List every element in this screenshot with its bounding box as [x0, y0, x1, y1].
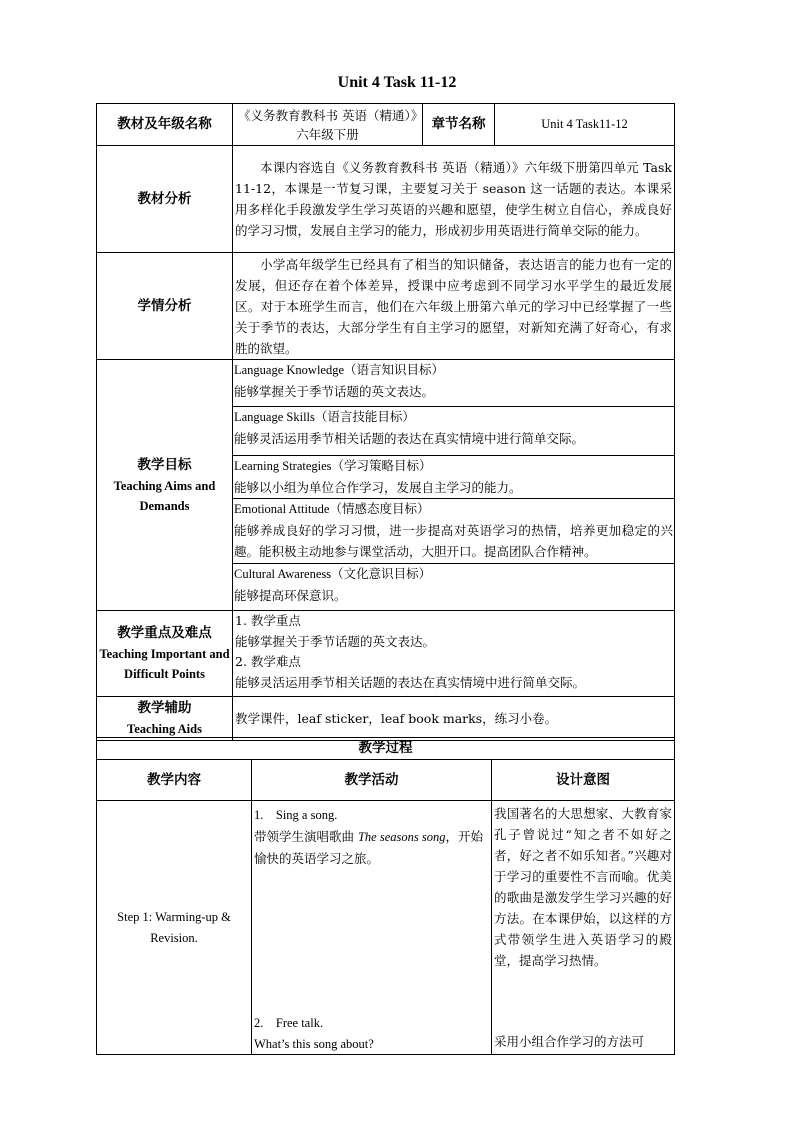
- activity-title: 2. Free talk.: [254, 1016, 324, 1030]
- aim-heading: Language Knowledge（语言知识目标）: [234, 363, 445, 377]
- aids-row: [97, 697, 675, 741]
- aim-item: [233, 563, 674, 610]
- students-label: 学情分析: [97, 253, 233, 360]
- col-activity-header: 教学活动: [252, 760, 492, 801]
- aids-text: 教学课件，leaf sticker，leaf book marks，练习小卷。: [233, 697, 675, 741]
- aim-heading: Learning Strategies（学习策略目标）: [234, 459, 432, 473]
- activity-text: [254, 826, 489, 869]
- aids-label-en: Teaching Aids: [127, 722, 202, 736]
- col-content-header: 教学内容: [97, 760, 252, 801]
- lesson-info-table: [96, 103, 675, 741]
- process-header-row: [97, 760, 675, 801]
- aim-heading: Language Skills（语言技能目标）: [234, 410, 415, 424]
- info-row: [97, 104, 675, 146]
- textbook-label: 教材及年级名称: [97, 104, 233, 146]
- keypoints-label-en: Teaching Important and Difficult Points: [99, 647, 230, 681]
- activity-text: What’s this song about?: [254, 1037, 374, 1051]
- aids-label-cn: 教学辅助: [137, 700, 192, 716]
- aim-text: 能够提高环保意识。: [234, 588, 347, 603]
- analysis-label: 教材分析: [97, 146, 233, 253]
- page-title: Unit 4 Task 11-12: [337, 74, 457, 91]
- activity-text-part: ，开始愉快的英语学习之旅。: [254, 829, 484, 866]
- keypoints-text: [233, 611, 675, 697]
- keypoint-line: 能够掌握关于季节话题的英文表达。: [235, 633, 436, 649]
- step1-design: [492, 801, 675, 1055]
- aim-item: [233, 455, 674, 498]
- aids-label: [97, 697, 233, 741]
- design-text: 采用小组合作学习的方法可: [494, 1034, 645, 1049]
- song-title: The seasons song: [357, 830, 446, 844]
- step1-activities: [252, 801, 492, 1055]
- keypoint-line: 1. 教学重点: [235, 613, 301, 628]
- analysis-text: 本课内容选自《义务教育教科书 英语（精通）》六年级下册第四单元 Task 11-12，本课是一节复习课，主要复习关于 season 这一话题的表达。本课采用多样化手段激发学生学习英语的兴趣和愿望，使学生树立自信心，养成良好的学习习惯，发展自主学习的能力，形成初步用英语进行简单交际的能力。: [233, 146, 675, 253]
- keypoints-row: [97, 611, 675, 697]
- aim-item: [233, 360, 674, 406]
- aims-label: [97, 360, 233, 611]
- aims-label-cn: 教学目标: [137, 456, 192, 473]
- chapter-label: 章节名称: [423, 104, 495, 146]
- process-table: [96, 737, 675, 1055]
- aim-item: [233, 406, 674, 455]
- keypoint-line: 2. 教学难点: [235, 654, 301, 669]
- process-title: 教学过程: [97, 738, 675, 760]
- keypoints-label-cn: 教学重点及难点: [117, 625, 212, 641]
- activity-text-part: 带领学生演唱歌曲: [254, 829, 358, 844]
- analysis-row: [97, 146, 675, 253]
- keypoint-line: 能够灵活运用季节相关话题的表达在真实情境中进行简单交际。: [235, 674, 586, 690]
- aim-text: 能够以小组为单位合作学习，发展自主学习的能力。: [234, 480, 522, 495]
- aim-text: 能够掌握关于季节话题的英文表达。: [234, 384, 435, 399]
- col-design-header: 设计意图: [492, 760, 675, 801]
- aim-text: 能够灵活运用季节相关话题的表达在真实情境中进行简单交际。: [234, 431, 585, 446]
- step1-label: Step 1: Warming-up & Revision.: [97, 801, 252, 1055]
- keypoints-label: [97, 611, 233, 697]
- aim-text: 能够养成良好的学习习惯，进一步提高对英语学习的热情，培养更加稳定的兴趣。能积极主动地参与课堂活动，大胆开口。提高团队合作精神。: [234, 523, 673, 559]
- design-text: 我国著名的大思想家、大教育家孔子曾说过“知之者不如好之者，好之者不如乐知者。”兴趣对于学习的重要性不言而喻。优美的歌曲是激发学生学习兴趣的好方法。在本课伊始，以这样的方式带领学生进入英语学习的殿堂，提高学习热情。: [494, 806, 673, 968]
- activity-2: [254, 1013, 374, 1055]
- process-title-row: [97, 738, 675, 760]
- textbook-value: 《义务教育教科书 英语（精通）》六年级下册: [233, 104, 423, 146]
- chapter-value: Unit 4 Task11-12: [495, 104, 675, 146]
- aim-heading: Cultural Awareness（文化意识目标）: [234, 567, 432, 581]
- activity-title: 1. Sing a song.: [254, 808, 338, 822]
- step1-row: [97, 801, 675, 1055]
- students-text: 小学高年级学生已经具有了相当的知识储备，表达语言的能力也有一定的发展，但还存在着个体差异，授课中应考虑到不同学习水平学生的最近发展区。对于本班学生而言，他们在六年级上册第六单元的学习中已经掌握了一些关于季节的表达，大部分学生有自主学习的愿望，对新知充满了好奇心，有求胜的欲望。: [233, 253, 675, 360]
- aim-heading: Emotional Attitude（情感态度目标）: [234, 502, 430, 516]
- aims-list: [233, 360, 675, 611]
- aims-row: [97, 360, 675, 611]
- aim-item: [233, 498, 674, 563]
- aims-label-en: Teaching Aims and Demands: [113, 478, 216, 513]
- students-row: [97, 253, 675, 360]
